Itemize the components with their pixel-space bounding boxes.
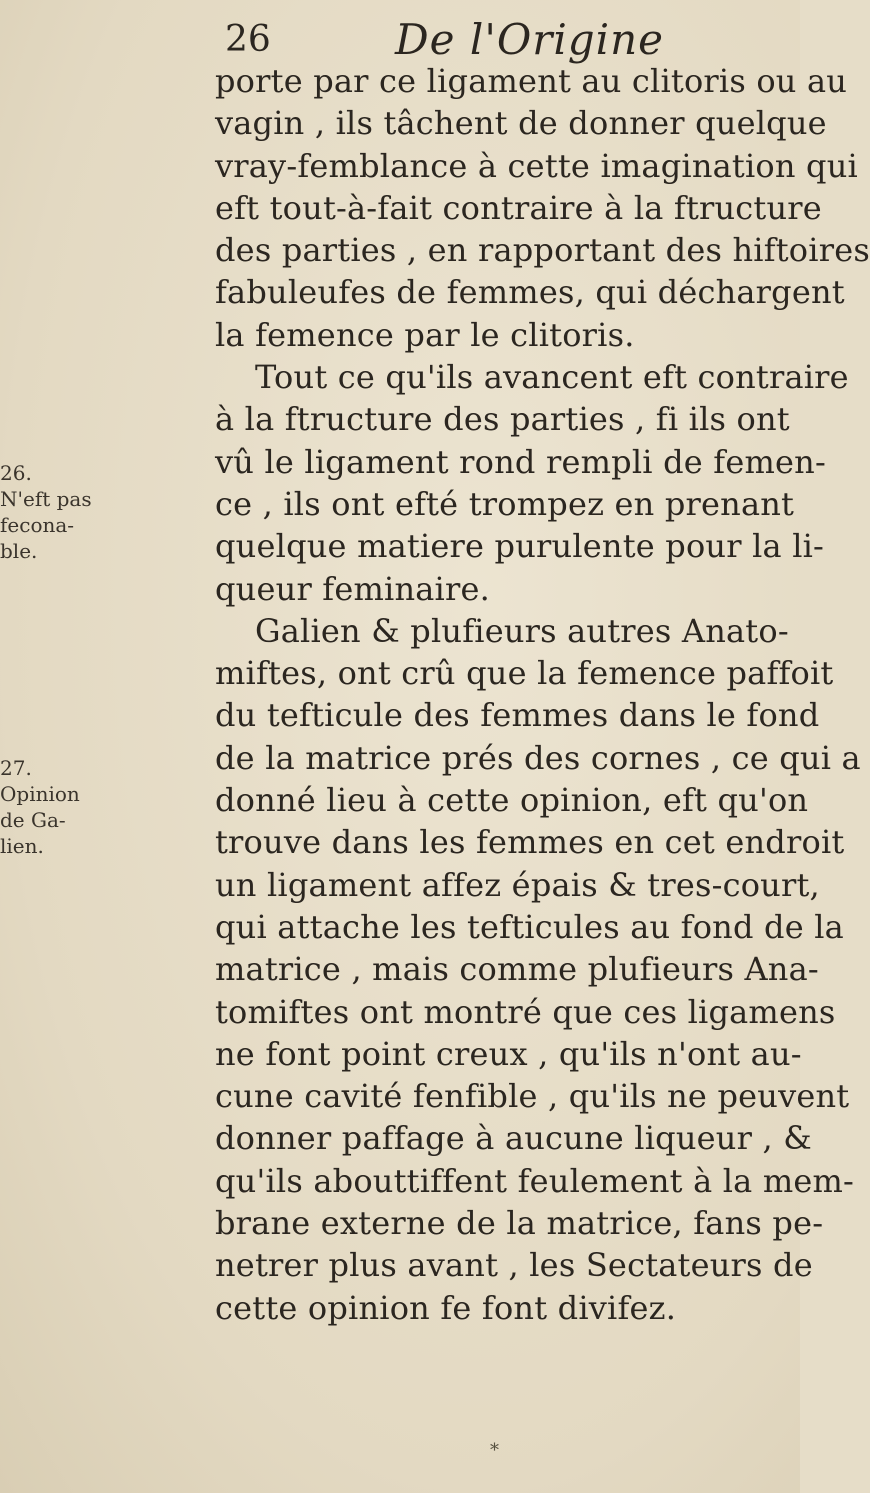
text-line: ce , ils ont efté trompez en prenant xyxy=(215,484,795,523)
marginal-note-27 xyxy=(0,755,108,859)
text-line: miftes, ont crû que la femence paffoit xyxy=(215,654,834,693)
text-line: du tefticule des femmes dans le fond xyxy=(215,696,820,735)
text-line: donner paffage à aucune liqueur , & xyxy=(215,1119,812,1158)
text-line: quelque matiere purulente pour la li- xyxy=(215,527,825,566)
marginal-note-line: 26. xyxy=(0,461,32,485)
text-line: Tout ce qu'ils avancent eft contraire xyxy=(255,358,849,397)
text-line: Galien & plufieurs autres Anato- xyxy=(255,611,789,650)
text-line: eft tout-à-fait contraire à la ftructure xyxy=(215,188,822,227)
marginal-note-line: de Ga- xyxy=(0,808,66,832)
text-line: cune cavité fenfible , qu'ils ne peuvent xyxy=(215,1077,850,1116)
marginal-note-26 xyxy=(0,460,108,564)
running-title: De l'Origine xyxy=(395,15,665,64)
text-line: matrice , mais comme plufieurs Ana- xyxy=(215,950,819,989)
text-line: cette opinion fe font divifez. xyxy=(215,1288,677,1327)
text-line: qui attache les tefticules au fond de la xyxy=(215,907,844,946)
page-number: 26 xyxy=(225,19,271,60)
text-line: de la matrice prés des cornes , ce qui a xyxy=(215,738,861,777)
stray-mark: * xyxy=(490,1440,499,1461)
text-line: trouve dans les femmes en cet endroit xyxy=(215,823,845,862)
marginal-note-line: fecona- xyxy=(0,513,75,537)
text-line: à la ftructure des parties , fi ils ont xyxy=(215,400,790,439)
text-line: brane externe de la matrice, fans pe- xyxy=(215,1204,824,1243)
text-line: donné lieu à cette opinion, eft qu'on xyxy=(215,781,809,820)
marginal-note-line: 27. xyxy=(0,756,32,780)
text-line: un ligament affez épais & tres-court, xyxy=(215,865,820,904)
text-line: porte par ce ligament au clitoris ou au xyxy=(215,62,848,100)
text-line: vagin , ils tâchent de donner quelque xyxy=(215,104,827,143)
text-line: la femence par le clitoris. xyxy=(215,315,635,354)
text-line: vû le ligament rond rempli de femen- xyxy=(215,442,826,481)
text-line: ne font point creux , qu'ils n'ont au- xyxy=(215,1034,802,1073)
marginal-note-line: ble. xyxy=(0,539,38,563)
text-line: queur feminaire. xyxy=(215,569,490,608)
text-line: des parties , en rapportant des hiftoires xyxy=(215,231,870,270)
text-line: vray-femblance à cette imagination qui xyxy=(215,146,858,185)
marginal-note-line: lien. xyxy=(0,834,44,858)
text-line: tomiftes ont montré que ces ligamens xyxy=(215,992,836,1031)
marginal-note-line: Opinion xyxy=(0,782,80,806)
body-text xyxy=(215,60,870,1329)
marginal-note-line: N'eft pas xyxy=(0,487,92,511)
text-line: qu'ils abouttiffent feulement à la mem- xyxy=(215,1161,855,1200)
text-line: netrer plus avant , les Sectateurs de xyxy=(215,1246,813,1285)
text-line: fabuleufes de femmes, qui déchargent xyxy=(215,273,845,312)
